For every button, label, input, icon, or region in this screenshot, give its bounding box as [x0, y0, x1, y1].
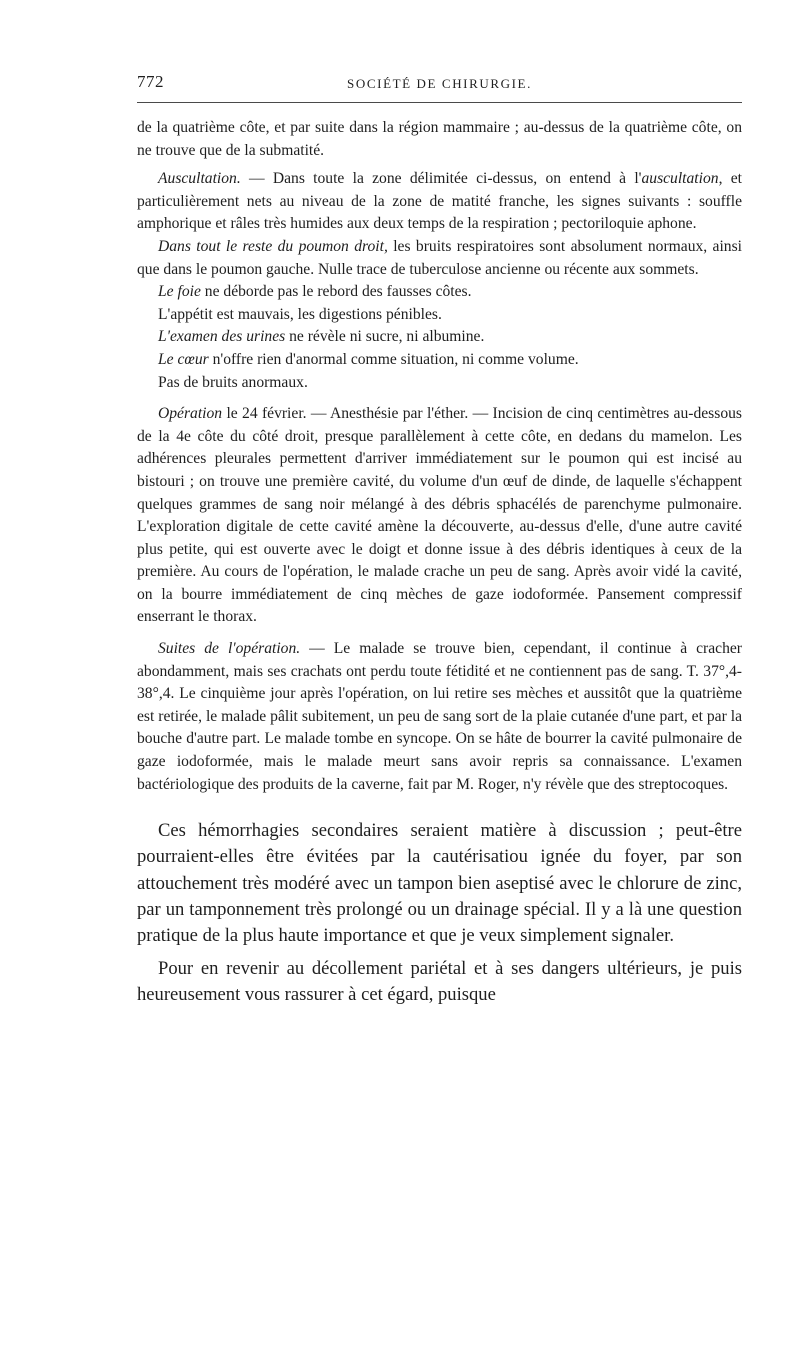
- running-header: [137, 70, 742, 96]
- discussion-text: [137, 818, 742, 1008]
- paragraph-continuation: de la quatrième côte, et par suite dans la région mammaire ; au-dessus de la quatrième côte, on ne trouve que de la submatité.: [137, 119, 742, 159]
- header-rule: [137, 102, 742, 103]
- document-page: [137, 70, 742, 1009]
- paragraph-auscultation: Auscultation. — Dans toute la zone délimitée ci-dessus, on entend à l'auscultation, et particulièrement nets au niveau de la zone de matité franche, les signes suivants : souffle amphorique et râles très humides aux deux temps de la respiration ; pectoriloquie aphone.: [137, 170, 742, 233]
- paragraph-urine: L'examen des urines ne révèle ni sucre, ni albumine.: [158, 328, 485, 346]
- paragraph-operation: Opération le 24 février. — Anesthésie par l'éther. — Incision de cinq centimètres au-dessous de la 4e côte du côté droit, presque parallèlement à cette côte, en dedans du mamelon. Les adhérences pleurales permettent d'arriver immédiatement sur le poumon qui est incisé au bistouri ; on trouve une première cavité, du volume d'un œuf de dinde, de laquelle s'échappent quelques grammes de sang noir mélangé à des débris sphacélés de parenchyme pulmonaire. L'exploration digitale de cette cavité amène la découverte, au-dessus d'elle, d'une autre cavité plus petite, qui est ouverte avec le doigt et donne issue à des débris identiques à ceux de la première. Au cours de l'opération, le malade crache un peu de sang. Après avoir vidé la cavité, on la bourre immédiatement de cinq mèches de gaze iodoformée. Pansement compressif enserrant le thorax.: [137, 405, 742, 626]
- section-label: Le foie: [158, 283, 201, 301]
- section-label: Suites de l'opération.: [158, 640, 301, 658]
- page-number: 772: [137, 72, 164, 91]
- section-label: Auscultation.: [158, 170, 241, 188]
- paragraph-detachment: Pour en revenir au décollement pariétal et à ses dangers ultérieurs, je puis heureusement vous rassurer à cet égard, puisque: [137, 958, 742, 1006]
- section-label: Opération: [158, 405, 223, 423]
- paragraph-liver: Le foie ne déborde pas le rebord des fausses côtes.: [158, 283, 472, 301]
- paragraph-hemorrhage: Ces hémorrhagies secondaires seraient matière à discussion ; peut-être pourraient-elles être évitées par la cautérisatiou ignée du foyer, par son attouchement très modéré avec un tampon bien aseptisé avec le chlorure de zinc, par un tamponnement très prolongé ou un drainage spécial. Il y a là une question pratique de la plus haute importance et que je veux simplement signaler.: [137, 820, 742, 947]
- paragraph-appetite: L'appétit est mauvais, les digestions pénibles.: [158, 305, 442, 323]
- paragraph-postoperative: Suites de l'opération. — Le malade se trouve bien, cependant, il continue à cracher abondamment, mais ses crachats ont perdu toute fétidité et ne contiennent pas de sang. T. 37°,4-38°,4. Le cinquième jour après l'opération, on lui retire ses mèches et aussitôt que la quatrième est retirée, le malade pâlit subitement, un peu de sang sort de la plaie cutanée d'une part, et par la bouche d'autre part. Le malade tombe en syncope. On se hâte de bourrer la cavité pulmonaire de gaze iodoformée, mais le malade meurt sans avoir repris sa connaissance. L'examen bactériologique des produits de la caverne, fait par M. Roger, n'y révèle que des streptocoques.: [137, 640, 742, 793]
- section-label: Le cœur: [158, 350, 209, 368]
- paragraph-heart: Le cœur n'offre rien d'anormal comme situation, ni comme volume.: [158, 350, 579, 368]
- journal-title: SOCIÉTÉ DE CHIRURGIE.: [347, 76, 532, 91]
- paragraph-right-lung: Dans tout le reste du poumon droit, les bruits respiratoires sont absolument normaux, ainsi que dans le poumon gauche. Nulle trace de tuberculose ancienne ou récente aux sommets.: [137, 237, 743, 278]
- section-label: Dans tout le reste du poumon droit,: [158, 237, 388, 255]
- paragraph-no-murmurs: Pas de bruits anormaux.: [158, 373, 308, 391]
- section-label: L'examen des urines: [158, 328, 286, 346]
- case-report: [137, 117, 742, 796]
